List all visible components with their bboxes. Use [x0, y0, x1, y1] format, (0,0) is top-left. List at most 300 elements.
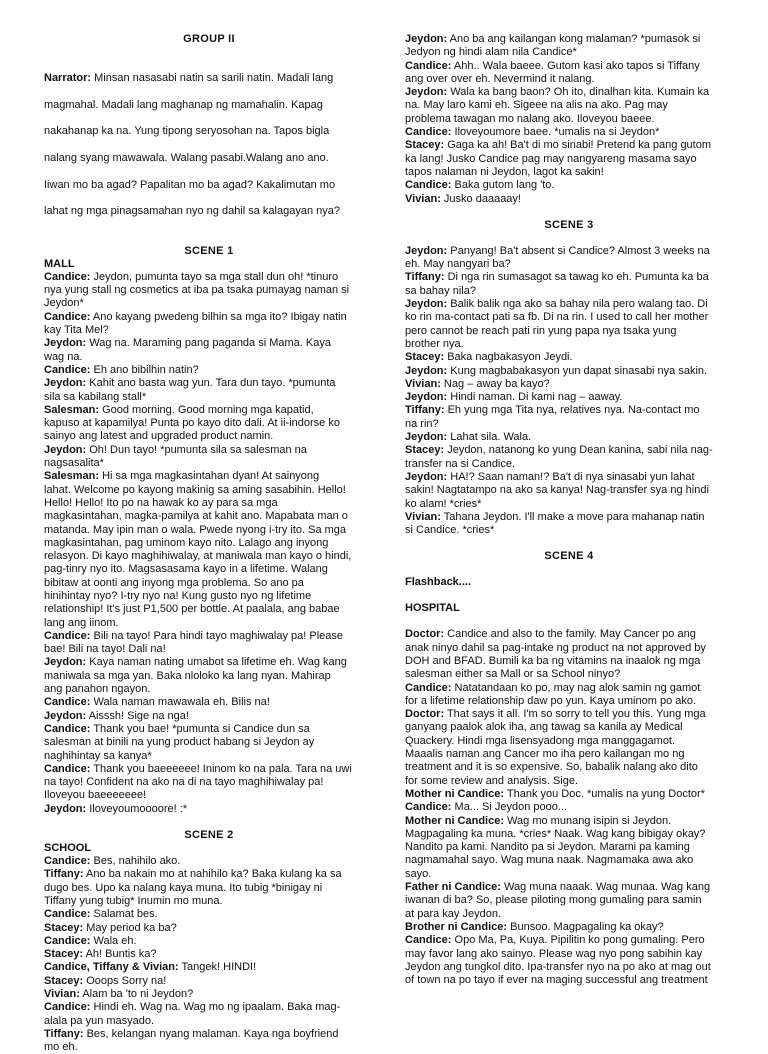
dialogue-line — [405, 271, 733, 284]
dialogue-line — [44, 882, 374, 895]
dialogue-text: naghihintay sa kanya* — [44, 749, 152, 762]
dialogue-text: HA!? Saan naman!? Ba't di nya sinasabi yun lahat — [447, 470, 695, 483]
dialogue-text: Ano ba ang kailangan kong malaman? *pumasok si — [447, 33, 701, 45]
dialogue-text: ang over over eh. Nevermind it nalang. — [405, 72, 595, 85]
dialogue-line — [405, 761, 733, 774]
speaker-label: Jeydon: — [405, 298, 448, 311]
scene-3-title: SCENE 3 — [544, 218, 594, 231]
dialogue-text: Jeydon ang tungkol dito. Ipa-transfer nyo na po ako at mag out — [405, 960, 711, 973]
dialogue-text: Ano kayang pwedeng bilhin sa mga ito? Ibigay natin — [90, 310, 347, 323]
speaker-label: Candice: — [44, 908, 91, 921]
speaker-label: Father ni Candice: — [405, 881, 501, 894]
dialogue-text: Nandito pa kami. Nandito pa si Jeydon. Marami pa kaming — [405, 841, 690, 854]
dialogue-line — [44, 922, 374, 935]
dialogue-text: Jusko daaaaay! — [440, 192, 521, 205]
dialogue-text: Thank you bae! *pumunta si Candice dun sa — [90, 722, 310, 735]
speaker-label: Brother ni Candice: — [405, 920, 508, 933]
dialogue-line — [44, 670, 374, 683]
dialogue-line — [405, 391, 733, 404]
dialogue-line — [405, 498, 733, 511]
dialogue-line — [44, 895, 374, 908]
dialogue-text: Hello! Hello! Ito po na hawak ko ay para sa mga — [44, 496, 278, 509]
dialogue-text: Bunsoo. Magpagaling ka okay? — [507, 920, 664, 933]
dialogue-text: lahat. Welcome po kayong makinig sa aming sasabihin. Hello! — [44, 483, 346, 496]
dialogue-text: may favor lang ako sainyo. Please wag nyo pong sabihin kay — [405, 947, 703, 960]
dialogue-text: Jedyon ng hindi alam nila Candice* — [405, 46, 577, 59]
speaker-label: Vivian: — [405, 377, 441, 390]
dialogue-text: nagmamahal sayo. Wag muna naak. Nagmamaka awa ako — [405, 854, 694, 867]
dialogue-text: nakahanap ka na. Yung tipong seryosohan na. Tapos bigla — [44, 125, 330, 138]
dialogue-line — [405, 695, 733, 708]
dialogue-text: Hindi eh. Wag na. Wag mo ng ipaalam. Baka mag- — [90, 1001, 341, 1014]
speaker-label: Candice: — [44, 762, 91, 775]
dialogue-line — [405, 948, 733, 961]
speaker-label: Jeydon: — [44, 443, 87, 456]
dialogue-line — [405, 113, 733, 126]
dialogue-line — [405, 524, 733, 537]
scene-4-title: SCENE 4 — [544, 550, 594, 563]
dialogue-line — [44, 617, 374, 630]
dialogue-line — [44, 550, 374, 563]
dialogue-text: Lahat sila. Wala. — [447, 431, 532, 444]
dialogue-line — [405, 404, 733, 417]
dialogue-text: transfer na si Candice. — [405, 457, 516, 470]
speaker-label: Tiffany: — [405, 271, 445, 284]
dialogue-text: Hi sa mga magkasintahan dyan! At sainyong — [99, 470, 320, 483]
dialogue-line — [44, 497, 374, 510]
dialogue-text: Iloveyoumoooore! :* — [86, 802, 188, 815]
dialogue-line — [44, 297, 374, 310]
dialogue-text: pero cannot be reach pati rin yung papa nya tsaka yung — [405, 324, 677, 337]
dialogue-text: Opo Ma, Pa, Kuya. Pipilitin ko pong gumaling. Pero — [451, 934, 705, 947]
dialogue-text: Tangek! HINDI! — [178, 961, 257, 974]
dialogue-line — [405, 33, 733, 46]
speaker-label: Candice: — [405, 801, 452, 814]
dialogue-line — [44, 603, 374, 616]
dialogue-line — [405, 153, 733, 166]
dialogue-text: Candice and also to the family. May Cancer po ang — [444, 628, 696, 641]
speaker-label: Mother ni Candice: — [405, 787, 505, 800]
dialogue-text: ang panahon ngayon. — [44, 683, 151, 696]
dialogue-line — [44, 696, 374, 709]
dialogue-text: Iloveyoumore baee. *umalis na si Jeydon* — [451, 126, 660, 139]
speaker-label: Stacey: — [405, 444, 445, 457]
dialogue-text: na tayo! Confident na ako na di na tayo maghihiwalay pa! — [44, 776, 324, 789]
dialogue-text: alala pa yun masyado. — [44, 1014, 155, 1027]
dialogue-line — [44, 271, 374, 284]
scene-1-title: SCENE 1 — [184, 244, 234, 257]
dialogue-text: Quackery. Hindi mga lisensyadong mga manggagamot. — [405, 734, 676, 747]
dialogue-text: anak ninyo dahil sa pag-intake ng product na not approved by — [405, 641, 706, 654]
dialogue-line — [405, 431, 733, 444]
dialogue-text: si Candice. *cries* — [405, 524, 495, 537]
dialogue-text: na rin? — [405, 417, 439, 430]
speaker-label: Narrator: — [44, 72, 92, 85]
dialogue-text: Jeydon, natanong ko yung Dean kanina, sabi nila nag- — [444, 444, 713, 457]
dialogue-text: Nag – away ba kayo? — [440, 377, 550, 390]
dialogue-text: Ano ba nakain mo at nahihilo ka? Baka kulang ka sa — [83, 868, 342, 881]
dialogue-text: bae! Bili na tayo! Dali na! — [44, 643, 166, 656]
location-label-school: SCHOOL — [44, 842, 92, 855]
dialogue-line — [405, 642, 733, 655]
dialogue-text: Eh ano bibilhin natin? — [90, 363, 199, 376]
speaker-label: Tiffany: — [44, 868, 84, 881]
dialogue-text: Tahana Jeydon. I'll make a move para mahanap natin — [440, 510, 705, 523]
dialogue-line — [44, 470, 374, 483]
dialogue-line — [405, 735, 733, 748]
dialogue-text: for some review and analysis. Sige. — [405, 774, 579, 787]
dialogue-text: magkasintahan, magka-pamilya at kahit ano. Mapabata man o — [44, 510, 348, 523]
dialogue-text: Gaga ka ah! Ba't di mo sinabi! Pretend ka pang gutom — [444, 139, 712, 152]
dialogue-line — [44, 630, 374, 643]
scene-1-dialogue — [44, 271, 374, 816]
dialogue-text: Kung magbabakasyon yun dapat sinasabi nya sakin. — [447, 364, 708, 377]
dialogue-line — [405, 325, 733, 338]
right-column — [405, 33, 733, 987]
dialogue-text: matanda. May ipin man o wala. Pwede nyong i-try ito. Sa mga — [44, 523, 347, 536]
dialogue-line — [405, 511, 733, 524]
dialogue-text: Wala naman mawawala eh. Bilis na! — [90, 696, 270, 709]
dialogue-text: Ooops Sorry na! — [83, 974, 167, 987]
scene-2-continued-dialogue — [405, 33, 733, 206]
speaker-label: Stacey: — [44, 921, 84, 934]
dialogue-text: lang ang iinom. — [44, 616, 119, 629]
dialogue-text: tapos nalaman ni Jeydon, lagot ka sakin! — [405, 165, 604, 178]
dialogue-text: magkasintahan, pag uminom kayo nito. Lalago ang inyong — [44, 536, 329, 549]
dialogue-text: Wala eh. — [90, 934, 137, 947]
dialogue-text: bibitaw at oonti ang inyong mga problema. So ano pa — [44, 576, 304, 589]
dialogue-text: iwanan di ba? So, please piloting mong gumaling para samin — [405, 894, 702, 907]
dialogue-text: Kahit ano basta wag yun. Tara dun tayo. *pumunta — [86, 377, 336, 390]
dialogue-line — [44, 1001, 374, 1014]
speaker-label: Salesman: — [44, 470, 100, 483]
dialogue-text: salesman at binili na yung product habang si Jeydon ay — [44, 736, 315, 749]
dialogue-text: Jeydon, pumunta tayo sa mga stall dun oh! *tinuro — [90, 270, 339, 283]
dialogue-line — [405, 126, 733, 139]
dialogue-text: Jeydon* — [44, 297, 84, 310]
dialogue-line — [405, 166, 733, 179]
scene-3-dialogue — [405, 245, 733, 538]
dialogue-text: na. May laro kami eh. Sigeee na alis na ako. Pag may — [405, 99, 668, 112]
dialogue-line — [44, 324, 374, 337]
dialogue-text: sa bahay nila? — [405, 284, 476, 297]
dialogue-line — [405, 868, 733, 881]
dialogue-line — [405, 668, 733, 681]
dialogue-text: Oh! Dun tayo! *pumunta sila sa salesman na — [86, 443, 307, 456]
speaker-label: Jeydon: — [44, 337, 87, 350]
dialogue-text: nagsasalita* — [44, 457, 104, 470]
dialogue-line — [405, 788, 733, 801]
dialogue-line — [44, 391, 374, 404]
speaker-label: Tiffany: — [405, 404, 445, 417]
dialogue-text: May period ka ba? — [83, 921, 177, 934]
dialogue-line — [405, 881, 733, 894]
dialogue-line — [405, 418, 733, 431]
speaker-label: Tiffany: — [44, 1027, 84, 1040]
dialogue-line — [405, 99, 733, 112]
location-label-hospital: HOSPITAL — [405, 602, 460, 615]
dialogue-line — [405, 458, 733, 471]
dialogue-line — [405, 471, 733, 484]
dialogue-line — [405, 139, 733, 152]
speaker-label: Jeydon: — [405, 364, 448, 377]
speaker-label: Jeydon: — [44, 656, 87, 669]
dialogue-line — [44, 377, 374, 390]
dialogue-line — [405, 338, 733, 351]
dialogue-line — [44, 577, 374, 590]
dialogue-line — [44, 908, 374, 921]
speaker-label: Vivian: — [44, 988, 80, 1000]
dialogue-text: of town na po tayo if ever na maging successful ang treatment — [405, 974, 708, 987]
dialogue-text: Hindi naman. Di kami nag – aaway. — [447, 391, 623, 404]
dialogue-text: Baka nagbakasyon Jeydi. — [444, 351, 573, 364]
dialogue-line — [405, 708, 733, 721]
dialogue-text: nya yung stall ng cosmetics at iba pa tsaka pumayag naman si — [44, 284, 350, 297]
dialogue-text: Thank you baeeeeee! Ininom ko na pala. Tara na uwi — [90, 762, 352, 775]
dialogue-text: Salamat bes. — [90, 908, 158, 921]
dialogue-text: Alam ba 'to ni Jeydon? — [79, 988, 194, 1000]
speaker-label: Jeydon: — [405, 431, 448, 444]
dialogue-text: sayo. — [405, 867, 432, 880]
dialogue-text: ka lang! Jusko Candice pag may nangyareng masama sayo — [405, 152, 697, 165]
dialogue-line — [405, 801, 733, 814]
speaker-label: Candice: — [44, 270, 91, 283]
speaker-label: Candice: — [405, 934, 452, 947]
dialogue-text: pag-tinry nyo ito. Magsasasama kayo in a lifetime. Walang — [44, 563, 328, 576]
speaker-label: Jeydon: — [44, 802, 87, 815]
dialogue-line — [405, 179, 733, 192]
dialogue-line — [44, 364, 374, 377]
dialogue-text: Wag mo munang isipin si Jeydon. — [504, 814, 672, 827]
speaker-label: Candice: — [44, 1001, 91, 1014]
dialogue-text: wag na. — [44, 350, 83, 363]
dialogue-line — [405, 721, 733, 734]
dialogue-line — [405, 311, 733, 324]
speaker-label: Candice, Tiffany & Vivian: — [44, 961, 179, 974]
dialogue-line — [44, 643, 374, 656]
dialogue-text: relationship! It's just P1,500 per bottle. At paalala, ang babae — [44, 603, 340, 616]
dialogue-text: Wala ka bang baon? Oh ito, dinalhan kita. Kumain ka — [447, 86, 710, 99]
dialogue-line — [44, 1041, 374, 1054]
dialogue-text: problema tawagan mo nalang ako. Iloveyou baeee. — [405, 112, 655, 125]
dialogue-line — [44, 750, 374, 763]
speaker-label: Candice: — [44, 363, 91, 376]
dialogue-text: Good morning. Good morning mga kapatid, — [99, 403, 314, 416]
dialogue-line — [44, 351, 374, 364]
speaker-label: Mother ni Candice: — [405, 814, 505, 827]
dialogue-line — [405, 841, 733, 854]
speaker-label: Candice: — [44, 934, 91, 947]
speaker-label: Stacey: — [44, 974, 84, 987]
scene-2-dialogue — [44, 855, 374, 1054]
dialogue-line — [405, 73, 733, 86]
speaker-label: Jeydon: — [44, 377, 87, 390]
dialogue-text: Ma... Si Jeydon pooo... — [451, 801, 568, 814]
dialogue-text: relasyon. Di kayo maghihiwalay, at maniwala man kayo o hindi, — [44, 550, 352, 563]
dialogue-line — [44, 563, 374, 576]
dialogue-line — [44, 710, 374, 723]
dialogue-text: treatment and it is so expensive. So, babalik nalang ako dito — [405, 761, 698, 774]
dialogue-line — [405, 854, 733, 867]
speaker-label: Jeydon: — [44, 709, 87, 722]
speaker-label: Candice: — [44, 629, 91, 642]
speaker-label: Candice: — [44, 722, 91, 735]
dialogue-text: dugo bes. Upo ka nalang kaya muna. Ito tubig *binigay ni — [44, 881, 323, 894]
dialogue-line — [405, 365, 733, 378]
dialogue-line — [44, 948, 374, 961]
dialogue-line — [44, 444, 374, 457]
dialogue-text: eh. May nangyari ba? — [405, 258, 511, 271]
dialogue-text: salesman either sa Mall or sa School ninyo? — [405, 668, 621, 681]
dialogue-text: Aisssh! Sige na nga! — [86, 709, 189, 722]
dialogue-text: Natatandaan ko po, may nag alok samin ng gamot — [451, 681, 701, 694]
dialogue-text: Kaya naman nating umabot sa lifetime eh. Wag kang — [86, 656, 347, 669]
dialogue-line — [44, 284, 374, 297]
dialogue-text: Ahh.. Wala baeee. Gutom kasi ako tapos si Tiffany — [451, 59, 700, 72]
speaker-label: Candice: — [405, 179, 452, 192]
dialogue-line — [405, 86, 733, 99]
speaker-label: Jeydon: — [405, 470, 448, 483]
dialogue-line — [405, 628, 733, 641]
speaker-label: Stacey: — [44, 948, 84, 961]
dialogue-line — [405, 245, 733, 258]
speaker-label: Jeydon: — [405, 33, 448, 45]
dialogue-line — [405, 655, 733, 668]
speaker-label: Doctor: — [405, 628, 445, 641]
speaker-label: Vivian: — [405, 510, 441, 523]
dialogue-text: Iiwan mo ba agad? Papalitan mo ba agad? Kakalimutan mo — [44, 178, 336, 191]
dialogue-text: magmahal. Madali lang maghanap ng mamahalin. Kapag — [44, 98, 323, 111]
dialogue-text: Balik balik nga ako sa bahay nila pero walang tao. Di — [447, 298, 708, 311]
dialogue-line — [405, 484, 733, 497]
dialogue-text: hinihintay nyo? I-try nyo na! Kung gusto nyo ng lifetime — [44, 589, 312, 602]
dialogue-text: DOH and BFAD. Bumili ka ba ng vitamins na inaalok ng mga — [405, 654, 701, 667]
speaker-label: Candice: — [44, 855, 91, 868]
dialogue-line — [44, 404, 374, 417]
dialogue-line — [405, 682, 733, 695]
dialogue-line — [405, 46, 733, 59]
dialogue-text: for a lifetime relationship daw po yun. Kaya uminom po ako. — [405, 694, 697, 707]
dialogue-line — [44, 524, 374, 537]
dialogue-line — [44, 935, 374, 948]
dialogue-line — [44, 337, 374, 350]
dialogue-line — [405, 60, 733, 73]
dialogue-line — [44, 590, 374, 603]
dialogue-text: mo eh. — [44, 1041, 78, 1054]
dialogue-line — [405, 934, 733, 947]
dialogue-text: sainyo ang latest and upgraded product namin. — [44, 430, 274, 443]
dialogue-line — [44, 484, 374, 497]
flashback-label: Flashback.... — [405, 576, 472, 589]
dialogue-text: Iloveyou baeeeeeee! — [44, 789, 147, 802]
dialogue-text: Ah! Buntis ka? — [83, 948, 157, 961]
dialogue-text: Minsan nasasabi natin sa sarili natin. Madali lang — [91, 72, 334, 85]
dialogue-line — [405, 351, 733, 364]
speaker-label: Candice: — [405, 126, 452, 139]
left-column — [44, 33, 374, 1054]
dialogue-line — [405, 974, 733, 987]
dialogue-line — [44, 510, 374, 523]
speaker-label: Jeydon: — [405, 86, 448, 99]
narrator-paragraph — [44, 59, 374, 232]
dialogue-text: Panyang! Ba't absent si Candice? Almost 3 weeks na — [447, 244, 710, 257]
dialogue-line — [44, 311, 374, 324]
dialogue-line — [44, 803, 374, 816]
dialogue-text: brother nya. — [405, 337, 464, 350]
dialogue-text: Wag na. Maraming pang paganda si Mama. Kaya — [86, 337, 331, 350]
dialogue-text: nalang syang mawawala. Walang pasabi.Walang ano ano. — [44, 152, 329, 165]
dialogue-text: kapuso at kapamilya! Punta po kayo dito dali. At ii-indorse ko — [44, 417, 340, 430]
speaker-label: Salesman: — [44, 403, 100, 416]
dialogue-text: ko alam! *cries* — [405, 497, 482, 510]
dialogue-text: Eh yung mga Tita nya, relatives nya. Na-contact mo — [444, 404, 700, 417]
dialogue-text: Magpagaling ka muna. *cries* Naak. Wag kang bibigay okay? — [405, 827, 706, 840]
scene-2-title: SCENE 2 — [184, 829, 234, 842]
dialogue-text: Di nga rin sumasagot sa tawag ko eh. Pumunta ka ba — [444, 271, 709, 284]
dialogue-text: Baka gutom lang 'to. — [451, 179, 555, 192]
dialogue-line — [405, 961, 733, 974]
dialogue-text: sila sa kabilang stall* — [44, 390, 147, 403]
dialogue-line — [44, 1028, 374, 1041]
speaker-label: Stacey: — [405, 351, 445, 364]
dialogue-line — [405, 193, 733, 206]
dialogue-line — [44, 457, 374, 470]
dialogue-line — [405, 894, 733, 907]
dialogue-text: Tiffany yung tubig* Inumin mo muna. — [44, 894, 223, 907]
dialogue-line — [44, 763, 374, 776]
dialogue-text: at para kay Jeydon. — [405, 907, 502, 920]
dialogue-line — [44, 868, 374, 881]
dialogue-text: Wag muna naaak. Wag munaa. Wag kang — [500, 881, 711, 894]
dialogue-line — [405, 921, 733, 934]
dialogue-line — [44, 988, 374, 1001]
dialogue-text: maniwala sa mga yan. Baka nloloko ka lang nyan. Mahirap — [44, 669, 331, 682]
dialogue-line — [405, 298, 733, 311]
dialogue-line — [44, 736, 374, 749]
dialogue-text: kay Tita Mel? — [44, 324, 109, 337]
speaker-label: Stacey: — [405, 139, 445, 152]
speaker-label: Candice: — [44, 310, 91, 323]
dialogue-text: Bili na tayo! Para hindi tayo maghiwalay pa! Please — [90, 629, 344, 642]
dialogue-line — [44, 656, 374, 669]
dialogue-line — [405, 285, 733, 298]
dialogue-line — [405, 828, 733, 841]
dialogue-line — [44, 789, 374, 802]
scene-4-dialogue — [405, 628, 733, 987]
speaker-label: Candice: — [405, 59, 452, 72]
dialogue-text: ko rin ma-contact pati sa fb. Di na rin. I used to call her mother — [405, 311, 709, 324]
location-label-mall: MALL — [44, 257, 75, 270]
dialogue-text: That says it all. I'm so sorry to tell you this. Yung mga — [444, 708, 706, 721]
dialogue-text: sakin! Nagtatampo na ako sa kanya! Nag-transfer sya ng hindi — [405, 484, 709, 497]
speaker-label: Candice: — [44, 696, 91, 709]
dialogue-text: Bes, nahihilo ako. — [90, 855, 181, 868]
speaker-label: Jeydon: — [405, 244, 448, 257]
dialogue-line — [405, 444, 733, 457]
dialogue-line — [405, 258, 733, 271]
dialogue-line — [405, 908, 733, 921]
dialogue-line — [405, 748, 733, 761]
dialogue-line — [44, 430, 374, 443]
dialogue-text: ganyang paalok alok iha, ang tawag sa kanila ay Medical — [405, 721, 683, 734]
dialogue-text: Bes, kelangan nyang malaman. Kaya nga boyfriend — [83, 1027, 339, 1040]
dialogue-line — [405, 378, 733, 391]
dialogue-line — [44, 855, 374, 868]
dialogue-line — [44, 776, 374, 789]
dialogue-line — [44, 683, 374, 696]
dialogue-line — [44, 417, 374, 430]
speaker-label: Jeydon: — [405, 391, 448, 404]
